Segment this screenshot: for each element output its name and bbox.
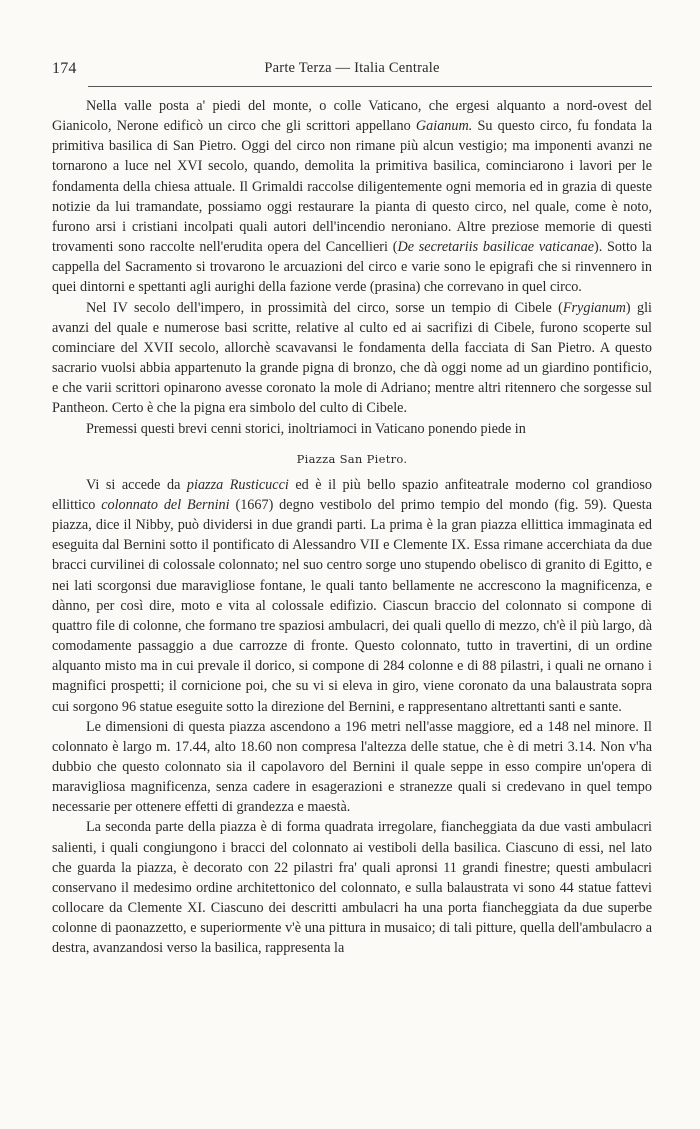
page-number: 174 <box>52 60 77 77</box>
section-title: Piazza San Pietro. <box>296 451 408 466</box>
page-header <box>52 60 652 82</box>
page-body <box>52 96 652 959</box>
paragraph-dimensioni: Le dimensioni di questa piazza ascendono a 196 metri nell'asse maggiore, ed a 148 nel minore. Il colonnato è largo m. 17.44, alto 18.60 non compresa l'altezza delle statue, che è di metri 3.14. Non v'ha dubbio che questo colonnato sia il capolavoro del Bernini il quale seppe in esso compire un'opera di maravigliosa magnificenza, senza cadere in esagerazioni e stranezze quali si credevano in quel tempo necessarie per ottenere effetti di grandezza e maestà. <box>52 718 652 816</box>
paragraph-accesso-piazza: Vi si accede da piazza Rusticucci ed è il più bello spazio anfiteatrale moderno col grandioso ellittico colonnato del Bernini (1667) degno vestibolo del primo tempio del mondo (fig. 59). Questa piazza, dice il Nibby, può dividersi in due grandi parti. La prima è la gran piazza ellittica immaginata ed eseguita dal Bernini sotto il pontificato di Alessandro VII e Clemente IX. Essa rimane accerchiata da due bracci curvilinei di colossale colonnato; nel suo centro sorge uno stupendo obelisco di granito di Egitto, e nei lati scorgonsi due maravigliose fontane, le quali tanto bellamente ne accrescono la magnificenza, e dànno, per così dire, moto e vita al colossale edifizio. Ciascun braccio del colonnato si compone di quattro file di colonne, che formano tre spaziosi ambulacri, dei quali quello di mezzo, ch'è il più largo, dà comodamente passaggio a due carrozze di fronte. Questo colonnato, tutto in travertini, di un ordine alquanto misto ma in cui prevale il dorico, si compone di 284 colonne e di 88 pilastri, i quali ne ornano i magnifici prospetti; il cornicione poi, che su vi si eleva in giro, viene coronato da una balaustrata sopra cui sorgono 96 statue eseguite sotto la direzione del Bernini, e rappresentano altrettanti santi e sante. <box>52 476 653 715</box>
paragraph-nerone-circo: Nella valle posta a' piedi del monte, o colle Vaticano, che ergesi alquanto a nord-ovest del Gianicolo, Nerone edificò un circo che gli scrittori appellano Gaianum. Su questo circo, fu fondata la primitiva basilica di San Pietro. Oggi del circo non rimane più alcun vestigio; ma imponenti avanzi ne tornarono a luce nel XVI secolo, quando, demolita la primitiva basilica, cominciarono i lavori per le fondamenta della chiesa attuale. Il Grimaldi raccolse diligentemente ogni memoria ed in grazia di queste notizie da lui tramandate, possiamo oggi restaurare la pianta di questo circo, nel quale, come è noto, furono arsi i cristiani incolpati quali autori dell'incendio neroniano. Altre preziose memorie di questi trovamenti sono raccolte nell'erudita opera del Cancellieri (De secretariis basilicae vaticanae). Sotto la cappella del Sacramento si trovarono le arcuazioni del circo e varie sono le epigrafi che si rinvennero in quei dintorni e spettanti agli aurighi della fazione verde (prasina) che correvano in quel circo. <box>52 98 653 296</box>
paragraph-tempio-cibele: Nel IV secolo dell'impero, in prossimità del circo, sorse un tempio di Cibele (Frygianum) gli avanzi del quale e numerose basi scritte, relative al culto ed ai sacrifizi di Cibele, furono scoperte sul cominciare del XVII secolo, allorchè scavavansi le fondamenta della facciata di San Pietro. A questo sacrario vuolsi abbia appartenuto la grande pigna di bronzo, che dà oggi nome ad un giardino pontificio, e che varii scrittori opinarono avesse coronato la mole di Adriano; mentre altri ritennero che sorgesse sul Pantheon. Certo è che la pigna era simbolo del culto di Cibele. <box>52 299 653 417</box>
running-title: Parte Terza — Italia Centrale <box>264 60 440 76</box>
paragraph-seconda-parte: La seconda parte della piazza è di forma quadrata irregolare, fiancheggiata da due vasti ambulacri salienti, i quali congiungono i bracci del colonnato ai vestiboli della basilica. Ciascuno di essi, nel lato che guarda la piazza, è decorato con 22 pilastri fra' quali apronsi 11 grandi finestre; questi ambulacri conservano il medesimo ordine architettonico del colonnato, e sulla balaustrata vi sono 44 statue fattevi collocare da Clemente XI. Ciascuno dei descritti ambulacri ha una porta fiancheggiata da due superbe colonne di paonazzetto, e superiormente v'è una pittura in musaico; di tali pitture, quella dell'ambulacro a destra, avanzandosi verso la basilica, rappresenta la <box>52 819 652 957</box>
header-rule <box>88 86 652 87</box>
paragraph-premessi: Premessi questi brevi cenni storici, inoltriamoci in Vaticano ponendo piede in <box>86 420 526 437</box>
